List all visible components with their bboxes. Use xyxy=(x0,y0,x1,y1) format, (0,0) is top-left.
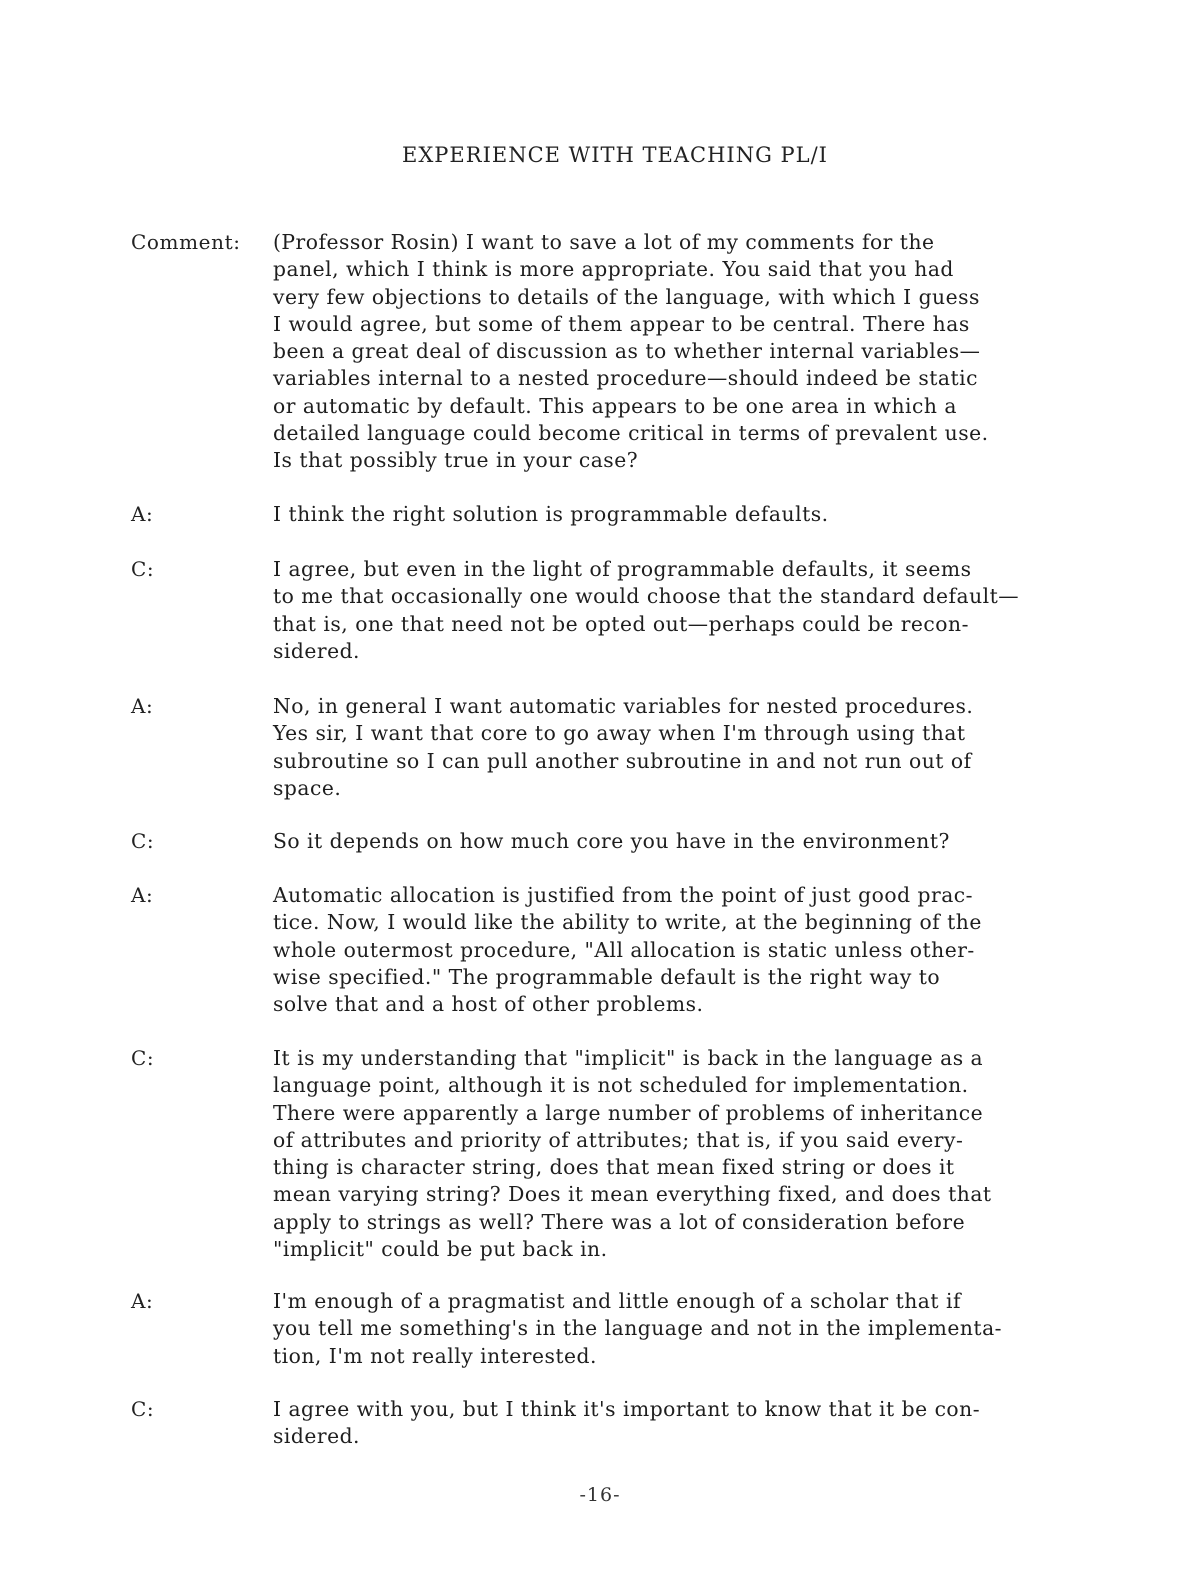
exchange-text: (Professor Rosin) I want to save a lot of my comments for the panel, which I think is more appropriate. You said that you had very few objections to details of the language, with which I guess I would agree, but some of them appear to be central. There has been a great deal of discussion as to whether internal variables— variables internal to a nested procedure—should indeed be static or automatic by default. This appears to be one area in which a detailed language could become critical in terms of prevalent use. Is that possibly true in your case? xyxy=(273,230,989,473)
speaker-label: C: xyxy=(131,1397,155,1421)
speaker-label: Comment: xyxy=(131,230,241,254)
exchange-text: I'm enough of a pragmatist and little enough of a scholar that if you tell me something's in the language and not in the implementa- tion, I'm not really interested. xyxy=(273,1289,1003,1368)
speaker-label: A: xyxy=(131,502,154,526)
speaker-label: A: xyxy=(131,883,154,907)
page-number: -16- xyxy=(579,1484,621,1506)
speaker-label: C: xyxy=(131,1046,155,1070)
speaker-label: A: xyxy=(131,1289,154,1313)
exchange-text: I agree with you, but I think it's important to know that it be con- sidered. xyxy=(273,1397,981,1449)
page-title: EXPERIENCE WITH TEACHING PL/I xyxy=(402,143,828,167)
exchange-text: No, in general I want automatic variables for nested procedures. Yes sir, I want that core to go away when I'm through using that subroutine so I can pull another subroutine in and not run out of space. xyxy=(273,694,974,800)
exchange-text: So it depends on how much core you have in the environment? xyxy=(273,829,950,853)
speaker-label: C: xyxy=(131,829,155,853)
speaker-label: A: xyxy=(131,694,154,718)
exchange-text: I agree, but even in the light of programmable defaults, it seems to me that occasionally one would choose that the standard default— that is, one that need not be opted out—perhaps could be recon- sidered. xyxy=(273,557,1020,663)
exchange-text: Automatic allocation is justified from the point of just good prac- tice. Now, I would like the ability to write, at the beginning of the whole outermost procedure, "All allocation is static unless other- wise specified." The programmable default is the right way to solve that and a host of other problems. xyxy=(273,883,982,1017)
exchange-text: It is my understanding that "implicit" is back in the language as a language point, although it is not scheduled for implementation. There were apparently a large number of problems of inheritance of attributes and priority of attributes; that is, if you said every- thing is character string, does that mean fixed string or does it mean varying string? Does it mean everything fixed, and does that apply to strings as well? There was a lot of consideration before "implicit" could be put back in. xyxy=(273,1046,992,1262)
speaker-label: C: xyxy=(131,557,155,581)
exchange-text: I think the right solution is programmable defaults. xyxy=(273,502,829,526)
